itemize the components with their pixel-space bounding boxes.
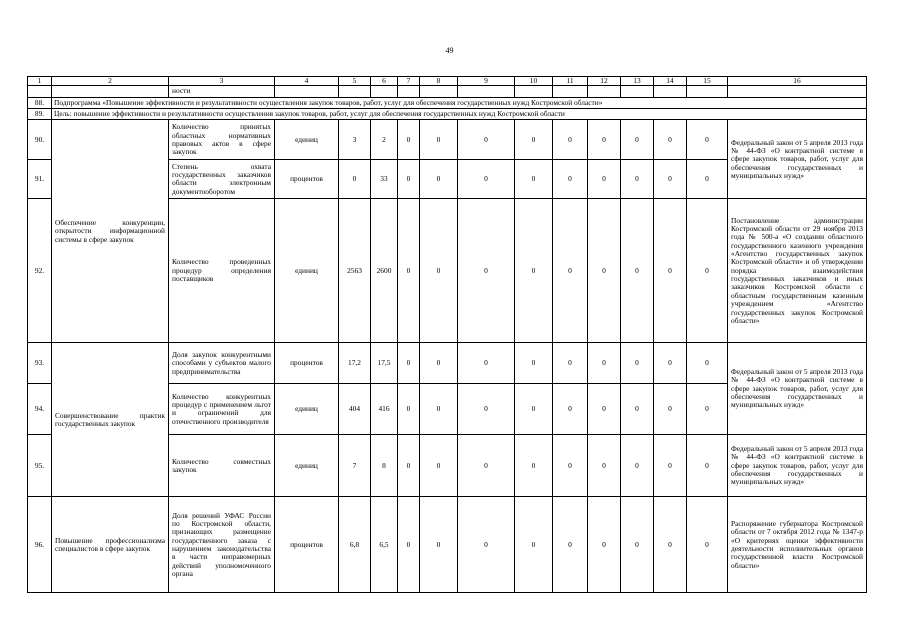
value-cell: 0	[515, 384, 553, 435]
table-row	[28, 120, 867, 160]
indicators-table	[27, 76, 867, 593]
value-cell: 2600	[371, 199, 398, 343]
value-cell: 0	[687, 120, 728, 160]
col-number: 2	[52, 77, 169, 86]
value-cell: 0	[621, 120, 654, 160]
indicator-cell: Количество проведенных процедур определения поставщиков	[169, 199, 275, 343]
subprogram-row	[28, 97, 867, 108]
value-cell: 0	[458, 160, 515, 199]
value-cell: 0	[398, 384, 420, 435]
value-cell: 0	[458, 384, 515, 435]
value-cell: 0	[588, 160, 621, 199]
value-cell: 0	[398, 120, 420, 160]
value-cell: 0	[420, 160, 458, 199]
value-cell: 0	[687, 160, 728, 199]
unit-cell: единиц	[275, 199, 339, 343]
col-number: 7	[398, 77, 420, 86]
value-cell: 404	[339, 384, 371, 435]
col-number: 11	[553, 77, 588, 86]
value-cell: 0	[458, 435, 515, 497]
value-cell: 6,8	[339, 497, 371, 593]
col-number: 5	[339, 77, 371, 86]
indicator-cell: ности	[169, 86, 275, 97]
value-cell: 0	[588, 343, 621, 384]
value-cell: 0	[654, 384, 687, 435]
unit-cell: процентов	[275, 497, 339, 593]
indicator-cell: Степень охвата государственных заказчиков области электронным документооборотом	[169, 160, 275, 199]
value-cell: 0	[621, 384, 654, 435]
row-number: 91.	[28, 160, 52, 199]
indicator-cell: Доля закупок конкурентными способами у субъектов малого предпринимательства	[169, 343, 275, 384]
value-cell: 0	[515, 120, 553, 160]
value-cell: 0	[458, 343, 515, 384]
row-number: 94.	[28, 384, 52, 435]
col-number: 16	[728, 77, 867, 86]
unit-cell: единиц	[275, 384, 339, 435]
value-cell: 7	[339, 435, 371, 497]
value-cell: 0	[458, 199, 515, 343]
value-cell: 0	[687, 384, 728, 435]
value-cell: 0	[458, 497, 515, 593]
value-cell: 0	[654, 497, 687, 593]
col-number: 6	[371, 77, 398, 86]
goal-row	[28, 109, 867, 120]
row-number: 92.	[28, 199, 52, 343]
indicator-cell: Количество совместных закупок	[169, 435, 275, 497]
col-number: 12	[588, 77, 621, 86]
subprogram-title: Подпрограмма «Повышение эффективности и результативности осуществления закупок товаров, работ, услуг для обеспечения государственных нужд Костромской области»	[52, 97, 867, 108]
value-cell: 0	[687, 497, 728, 593]
col-number: 10	[515, 77, 553, 86]
value-cell: 0	[398, 199, 420, 343]
value-cell: 17,2	[339, 343, 371, 384]
value-cell: 0	[588, 435, 621, 497]
value-cell: 0	[515, 343, 553, 384]
col-number: 14	[654, 77, 687, 86]
table-row	[28, 343, 867, 384]
value-cell: 2563	[339, 199, 371, 343]
row-number: 95.	[28, 435, 52, 497]
unit-cell: процентов	[275, 160, 339, 199]
row-number: 89.	[28, 109, 52, 120]
value-cell: 0	[687, 343, 728, 384]
row-number: 96.	[28, 497, 52, 593]
task-cell: Совершенствование практик государственных закупок	[52, 343, 169, 497]
legal-basis-cell: Распоряжение губернатора Костромской области от 7 октября 2012 года № 1347-р «О критериях оценки эффективности деятельности исполнительных органов государственной власти Костромской области»	[728, 497, 867, 593]
value-cell: 0	[654, 120, 687, 160]
legal-basis-cell: Федеральный закон от 5 апреля 2013 года № 44-ФЗ «О контрактной системе в сфере закупок товаров, работ, услуг для обеспечения государственных и муниципальных нужд»	[728, 343, 867, 435]
value-cell: 6,5	[371, 497, 398, 593]
value-cell: 0	[553, 199, 588, 343]
page-number: 49	[445, 46, 454, 55]
col-number: 15	[687, 77, 728, 86]
value-cell: 0	[553, 497, 588, 593]
row-number: 93.	[28, 343, 52, 384]
value-cell: 0	[687, 199, 728, 343]
value-cell: 0	[588, 120, 621, 160]
legal-basis-cell: Постановление администрации Костромской области от 29 ноября 2013 года № 500-а «О создании областного государственного казенного учреждения «Агентство государственных закупок Костромской области» и об утверждении порядка взаимодействия государственных заказчиков и иных заказчиков Костромской области с областным государственным казенным учреждением «Агентство государственных закупок Костромской области»	[728, 199, 867, 343]
value-cell: 0	[687, 435, 728, 497]
col-number: 8	[420, 77, 458, 86]
value-cell: 0	[654, 199, 687, 343]
value-cell: 0	[339, 160, 371, 199]
indicator-cell: Количество принятых областных нормативных правовых актов в сфере закупок	[169, 120, 275, 160]
continuation-row	[28, 86, 867, 97]
value-cell: 0	[553, 384, 588, 435]
value-cell: 0	[420, 120, 458, 160]
value-cell: 0	[398, 160, 420, 199]
goal-text: Цель: повышение эффективности и результативности осуществления закупок товаров, работ, услуг для обеспечения государственных нужд Костромской области	[52, 109, 867, 120]
value-cell: 0	[420, 199, 458, 343]
col-number: 13	[621, 77, 654, 86]
value-cell: 0	[553, 343, 588, 384]
value-cell: 33	[371, 160, 398, 199]
value-cell: 0	[420, 435, 458, 497]
value-cell: 0	[621, 160, 654, 199]
value-cell: 0	[398, 435, 420, 497]
value-cell: 2	[371, 120, 398, 160]
value-cell: 0	[398, 343, 420, 384]
value-cell: 3	[339, 120, 371, 160]
legal-basis-cell: Федеральный закон от 5 апреля 2013 года № 44-ФЗ «О контрактной системе в сфере закупок товаров, работ, услуг для обеспечения государственных и муниципальных нужд»	[728, 435, 867, 497]
value-cell: 0	[515, 199, 553, 343]
col-number: 4	[275, 77, 339, 86]
col-number: 3	[169, 77, 275, 86]
column-number-row	[28, 77, 867, 86]
value-cell: 416	[371, 384, 398, 435]
row-number: 88.	[28, 97, 52, 108]
value-cell: 0	[654, 160, 687, 199]
value-cell: 0	[515, 497, 553, 593]
value-cell: 0	[588, 199, 621, 343]
value-cell: 0	[458, 120, 515, 160]
value-cell: 0	[621, 497, 654, 593]
col-number: 9	[458, 77, 515, 86]
value-cell: 0	[588, 384, 621, 435]
unit-cell: процентов	[275, 343, 339, 384]
value-cell: 0	[621, 435, 654, 497]
task-cell: Повышение профессионализма специалистов в сфере закупок	[52, 497, 169, 593]
col-number: 1	[28, 77, 52, 86]
task-cell: Обеспечение конкуренции, открытости информационной системы в сфере закупок	[52, 120, 169, 343]
value-cell: 0	[515, 160, 553, 199]
value-cell: 8	[371, 435, 398, 497]
legal-basis-cell: Федеральный закон от 5 апреля 2013 года № 44-ФЗ «О контрактной системе в сфере закупок товаров, работ, услуг для обеспечения государственных и муниципальных нужд»	[728, 120, 867, 199]
unit-cell: единиц	[275, 435, 339, 497]
indicator-cell: Количество конкурентных процедур с применением льгот и ограничений для отечественного производителя	[169, 384, 275, 435]
value-cell: 0	[420, 343, 458, 384]
value-cell: 0	[654, 435, 687, 497]
unit-cell: единиц	[275, 120, 339, 160]
row-number: 90.	[28, 120, 52, 160]
value-cell: 0	[515, 435, 553, 497]
value-cell: 17,5	[371, 343, 398, 384]
indicator-cell: Доля решений УФАС России по Костромской области, признающих размещение государственного заказа с нарушением законодательства в части неправомерных действий уполномоченного органа	[169, 497, 275, 593]
value-cell: 0	[553, 120, 588, 160]
value-cell: 0	[588, 497, 621, 593]
value-cell: 0	[621, 199, 654, 343]
value-cell: 0	[621, 343, 654, 384]
value-cell: 0	[654, 343, 687, 384]
value-cell: 0	[553, 435, 588, 497]
value-cell: 0	[420, 384, 458, 435]
value-cell: 0	[420, 497, 458, 593]
value-cell: 0	[398, 497, 420, 593]
value-cell: 0	[553, 160, 588, 199]
table-row	[28, 497, 867, 593]
